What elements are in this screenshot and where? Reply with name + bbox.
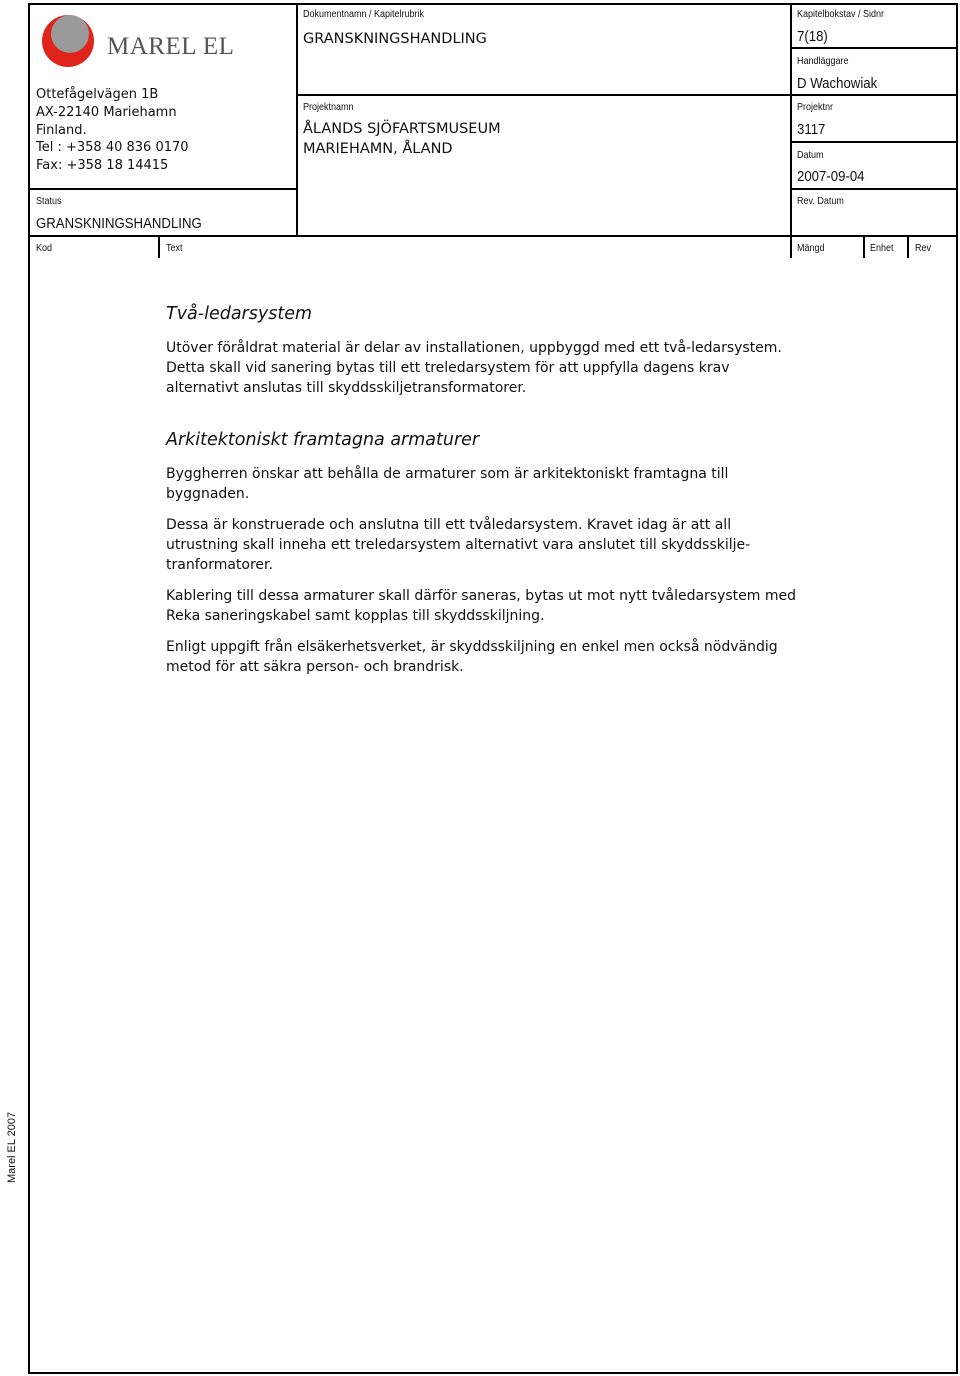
status-label: Status <box>36 196 62 207</box>
doc-name-label: Dokumentnamn / Kapitelrubrik <box>303 9 425 20</box>
paragraph: Byggherren önskar att behålla de armaturer som är arkitektoniskt framtagna till byggnaden. <box>166 466 729 502</box>
col-divider-enhet <box>907 236 909 258</box>
handler-value: D Wachowiak <box>797 75 878 92</box>
document-body <box>166 302 806 707</box>
right-divider-2 <box>790 94 958 96</box>
doc-name-value: GRANSKNINGSHANDLING <box>303 31 487 47</box>
address-line: Ottefågelvägen 1B <box>36 87 159 102</box>
right-divider-3 <box>790 141 958 143</box>
right-divider-4 <box>790 188 958 190</box>
rev-date-label: Rev. Datum <box>797 196 844 207</box>
column-kod: Kod <box>36 243 53 254</box>
project-name-value <box>303 119 501 159</box>
date-value: 2007-09-04 <box>797 168 865 185</box>
address-line: AX-22140 Mariehamn <box>36 104 177 120</box>
address-line: Fax: +358 18 14415 <box>36 158 169 174</box>
column-mangd: Mängd <box>797 243 825 254</box>
project-number-value: 3117 <box>797 121 826 138</box>
section-heading: Två-ledarsystem <box>166 304 313 324</box>
right-divider-1 <box>790 47 958 49</box>
address-line: Finland. <box>36 122 87 138</box>
paragraph: Enligt uppgift från elsäkerhetsverket, är skyddsskiljning en enkel men också nödvändig metod för att säkra person- och brandrisk. <box>166 639 778 675</box>
column-header-top <box>28 235 958 237</box>
page-label: Kapitelbokstav / Sidnr <box>797 9 885 20</box>
col-divider-kod <box>158 236 160 258</box>
company-logo-text: MAREL EL <box>107 33 235 60</box>
header-divider-2 <box>790 3 792 236</box>
project-name-line: MARIEHAMN, ÅLAND <box>303 141 453 157</box>
col-divider-mangd <box>863 236 865 258</box>
project-name-line: ÅLANDS SJÖFARTSMUSEUM <box>303 121 501 137</box>
marel-logo-icon <box>40 13 96 69</box>
header-divider-1 <box>296 3 298 236</box>
project-number-label: Projektnr <box>797 102 834 113</box>
section-architectural-fixtures <box>166 428 806 677</box>
side-footer-text: Marel EL 2007 <box>6 1111 18 1183</box>
page-value: 7(18) <box>797 28 828 45</box>
paragraph: Kablering till dessa armaturer skall därför saneras, bytas ut mot nytt tvåledarsystem med Reka saneringskabel samt kopplas till skyddsskiljning. <box>166 588 796 624</box>
col-divider-text <box>790 236 792 258</box>
date-label: Datum <box>797 150 824 161</box>
section-heading: Arkitektoniskt framtagna armaturer <box>166 430 480 450</box>
column-rev: Rev <box>915 243 932 254</box>
handler-label: Handläggare <box>797 56 849 67</box>
column-text: Text <box>166 243 183 254</box>
company-address <box>36 86 189 175</box>
address-line: Tel : +358 40 836 0170 <box>36 140 189 156</box>
project-name-label: Projektnamn <box>303 102 354 113</box>
column-enhet: Enhet <box>870 243 894 254</box>
paragraph: Dessa är konstruerade och anslutna till ett tvåledarsystem. Kravet idag är att all utrustning skall inneha ett treledarsystem alternativt vara anslutet till skyddsskilje-tranformatorer. <box>166 517 751 573</box>
section-two-wire-system <box>166 302 806 398</box>
status-value: GRANSKNINGSHANDLING <box>36 215 202 232</box>
paragraph: Utöver föråldrat material är delar av installationen, uppbyggd med ett två-ledarsystem. Detta skall vid sanering bytas till ett treledarsystem för att uppfylla dagens krav alternativt anslutas till skyddsskiljetransformatorer. <box>166 340 782 396</box>
project-divider <box>296 94 792 96</box>
status-divider <box>28 188 298 190</box>
